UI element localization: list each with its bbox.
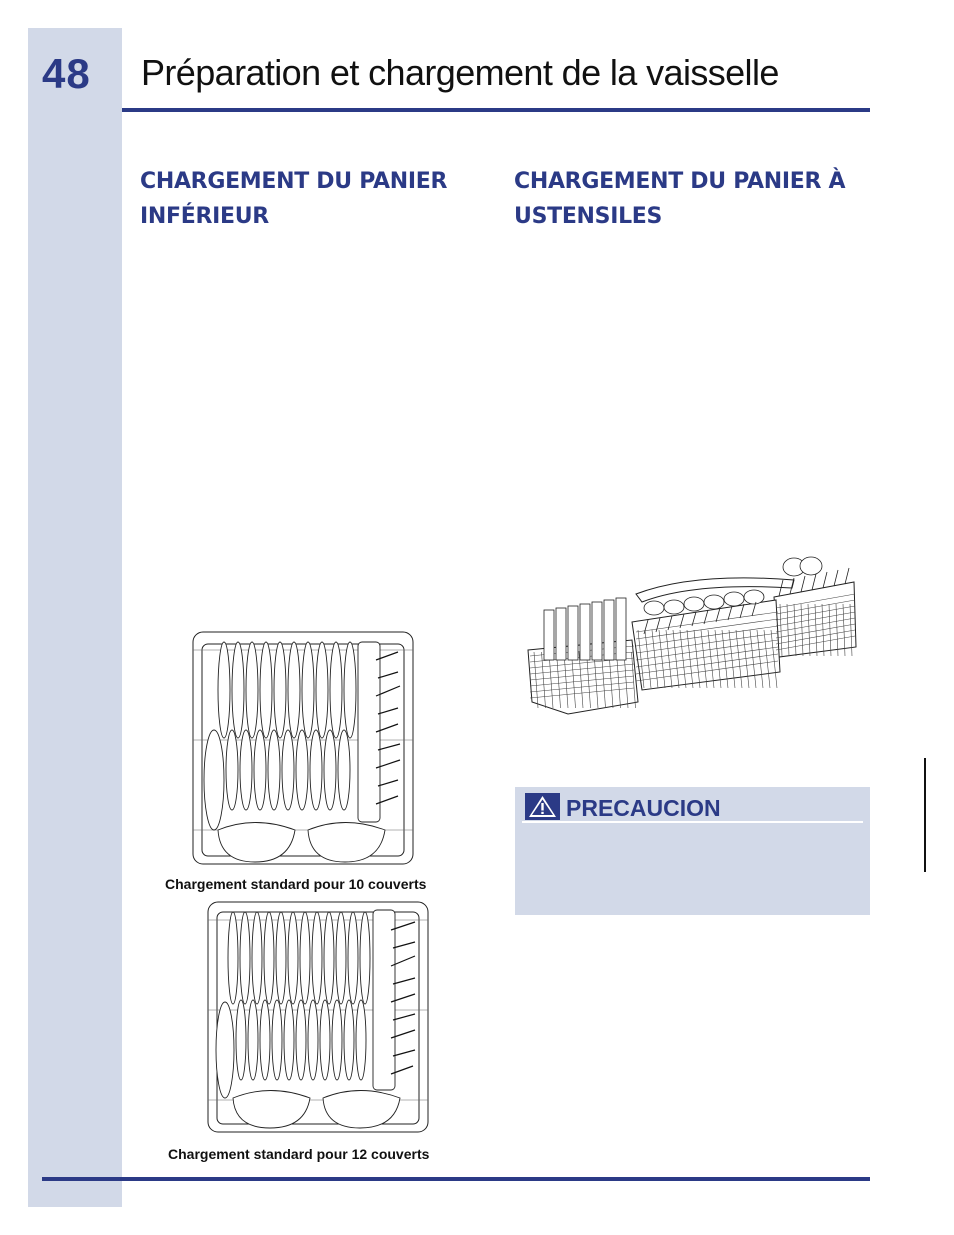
warning-triangle-icon bbox=[525, 793, 560, 820]
section-heading-silverware-basket bbox=[514, 164, 845, 234]
footer-rule bbox=[42, 1177, 870, 1181]
section-heading-line: USTENSILES bbox=[514, 204, 663, 229]
silverware-basket-illustration bbox=[524, 552, 864, 717]
caution-header bbox=[522, 791, 863, 823]
section-heading-line: CHARGEMENT DU PANIER bbox=[140, 169, 448, 194]
page-title: Préparation et chargement de la vaisselle bbox=[141, 52, 779, 93]
section-heading-line: INFÉRIEUR bbox=[140, 204, 269, 229]
caution-title: PRECAUCION bbox=[566, 795, 721, 821]
page-sidebar-band bbox=[28, 28, 122, 1207]
section-heading-line: CHARGEMENT DU PANIER À bbox=[514, 169, 846, 194]
header-rule bbox=[122, 108, 870, 112]
section-heading-lower-rack bbox=[140, 164, 447, 234]
margin-change-bar bbox=[924, 758, 926, 872]
caution-box bbox=[515, 787, 870, 915]
lower-rack-illustration-10-settings bbox=[190, 630, 418, 868]
caption-10-settings: Chargement standard pour 10 couverts bbox=[165, 876, 427, 892]
lower-rack-illustration-12-settings bbox=[205, 900, 435, 1136]
page-number: 48 bbox=[42, 50, 91, 97]
caption-12-settings: Chargement standard pour 12 couverts bbox=[168, 1146, 430, 1162]
